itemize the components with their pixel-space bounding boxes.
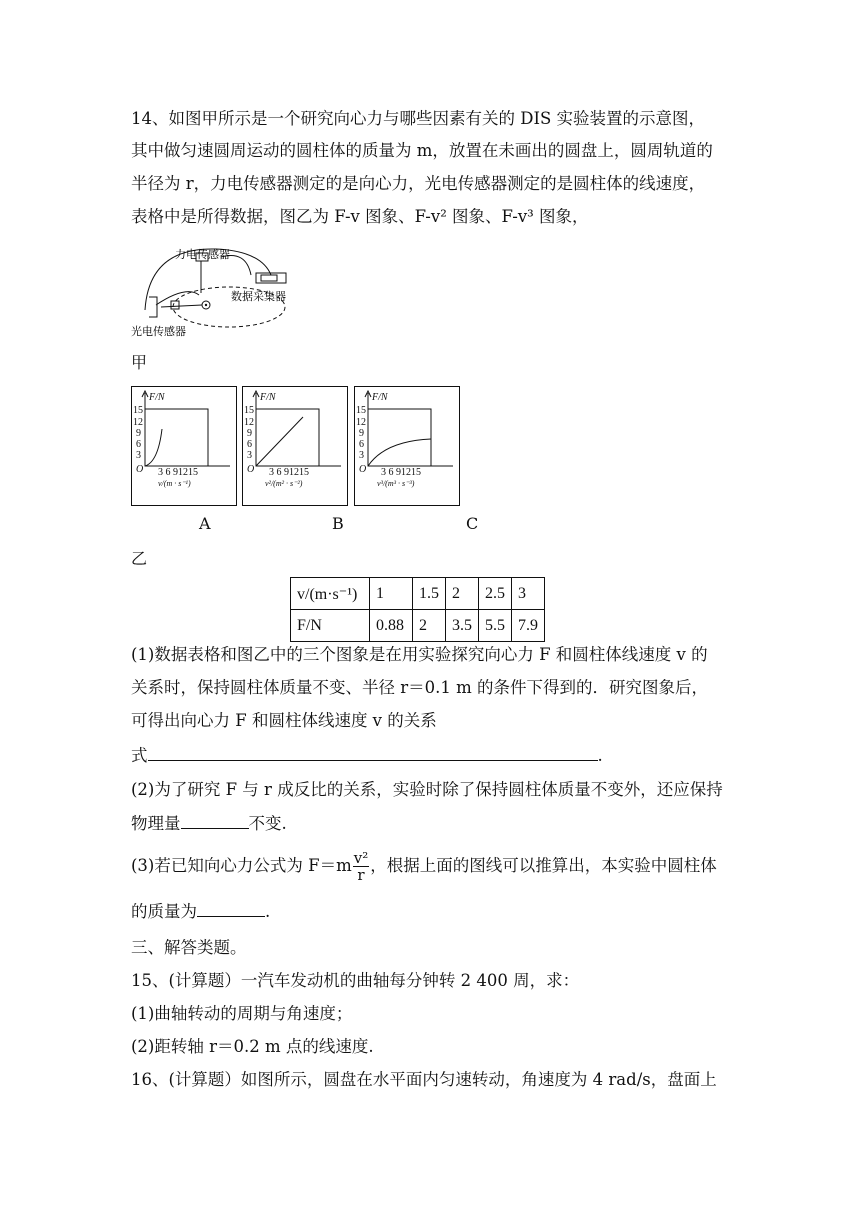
figure-yi-caption: 乙 xyxy=(131,549,148,568)
graph-a-origin: O xyxy=(136,464,144,475)
q15-line-3: (2)距转轴 r＝0.2 m 点的线速度. xyxy=(131,1037,374,1056)
table-cell: 7.9 xyxy=(512,610,545,642)
fraction-numerator: v² xyxy=(353,849,369,867)
part3-line2-suffix: . xyxy=(265,902,271,921)
part3-line2-prefix: 的质量为 xyxy=(131,902,197,921)
graph-a-ylabel: F/N xyxy=(149,392,165,403)
table-cell: F/N xyxy=(291,610,370,642)
answer-blank-1[interactable] xyxy=(148,744,598,761)
data-collector-label: 数据采集器 xyxy=(231,290,286,303)
graph-b-ylabel: F/N xyxy=(260,392,276,403)
table-cell: v/(m·s⁻¹) xyxy=(291,578,370,610)
part3-line-1 xyxy=(131,848,717,884)
table-cell: 3 xyxy=(512,578,545,610)
graph-c-ylabel: F/N xyxy=(372,392,388,403)
centripetal-formula-fraction xyxy=(353,850,370,883)
graph-b-ytick: 9 xyxy=(247,428,252,439)
graph-b-xticks: 3 6 91215 xyxy=(269,467,309,478)
part1-answer-suffix: . xyxy=(597,746,603,765)
part1-line-2: 关系时，保持圆柱体质量不变、半径 r＝0.1 m 的条件下得到的．研究图象后， xyxy=(131,678,709,697)
graph-c-ytick: 9 xyxy=(359,428,364,439)
table-cell: 2.5 xyxy=(479,578,512,610)
graph-a-ytick: 12 xyxy=(133,417,143,428)
part1-line-1: (1)数据表格和图乙中的三个图象是在用实验探究向心力 F 和圆柱体线速度 v 的 xyxy=(131,645,708,664)
graph-b-xlabel: v²/(m² · s⁻²) xyxy=(265,479,303,488)
graph-c-ytick: 6 xyxy=(359,439,364,450)
q14-line-4: 表格中是所得数据，图乙为 F-v 图象、F-v² 图象、F-v³ 图象， xyxy=(131,207,589,226)
graph-c-xticks: 3 6 91215 xyxy=(381,467,421,478)
part2-line-1: (2)为了研究 F 与 r 成反比的关系，实验时除了保持圆柱体质量不变外，还应保持 xyxy=(131,780,723,799)
part2-prefix: 物理量 xyxy=(131,814,181,833)
table-cell: 1.5 xyxy=(413,578,446,610)
graph-c-origin: O xyxy=(359,464,367,475)
graph-c-letter: C xyxy=(466,514,479,533)
part2-suffix: 不变. xyxy=(248,814,287,833)
q14-line-1: 14、如图甲所示是一个研究向心力与哪些因素有关的 DIS 实验装置的示意图， xyxy=(131,109,706,128)
graph-a-xticks: 3 6 91215 xyxy=(158,467,198,478)
graph-c-ytick: 3 xyxy=(359,450,364,461)
graph-a-ytick: 3 xyxy=(136,450,141,461)
graph-c-xlabel: v³/(m³ · s⁻³) xyxy=(377,479,415,488)
graph-b xyxy=(242,386,348,506)
graph-b-ytick: 3 xyxy=(247,450,252,461)
table-row xyxy=(291,610,545,642)
part3-line-2 xyxy=(131,900,270,923)
graph-b-ytick: 15 xyxy=(244,405,254,416)
table-cell: 2 xyxy=(446,578,479,610)
graph-b-ytick: 12 xyxy=(244,417,254,428)
graph-c-ytick: 12 xyxy=(356,417,366,428)
q15-line-1: 15、(计算题）一汽车发动机的曲轴每分钟转 2 400 周，求： xyxy=(131,971,580,990)
graph-b-origin: O xyxy=(247,464,255,475)
graph-a-ytick: 15 xyxy=(133,405,143,416)
graph-a-letter: A xyxy=(199,514,211,533)
graph-c-ytick: 15 xyxy=(356,405,366,416)
q15-line-2: (1)曲轴转动的周期与角速度； xyxy=(131,1004,353,1023)
section-heading: 三、解答类题。 xyxy=(131,938,247,957)
photo-sensor-label: 光电传感器 xyxy=(131,325,186,338)
part3-prefix: (3)若已知向心力公式为 F＝m xyxy=(131,856,352,875)
fraction-denominator: r xyxy=(357,866,365,884)
q14-line-2: 其中做匀速圆周运动的圆柱体的质量为 m，放置在未画出的圆盘上，圆周轨道的 xyxy=(131,141,713,160)
table-row xyxy=(291,578,545,610)
graph-b-texts xyxy=(244,392,309,488)
q14-line-3: 半径为 r，力电传感器测定的是向心力，光电传感器测定的是圆柱体的线速度， xyxy=(131,174,706,193)
table-cell: 3.5 xyxy=(446,610,479,642)
graph-b-letter: B xyxy=(332,514,344,533)
part1-answer-line xyxy=(131,744,603,767)
graph-c xyxy=(354,386,460,506)
apparatus-figure xyxy=(131,245,311,349)
answer-blank-2[interactable] xyxy=(181,812,249,829)
part1-answer-prefix: 式 xyxy=(131,746,148,765)
graph-a-ytick: 6 xyxy=(136,439,141,450)
graph-a-ytick: 9 xyxy=(136,428,141,439)
graph-a-xlabel: v/(m · s⁻¹) xyxy=(158,479,191,488)
part1-line-3: 可得出向心力 F 和圆柱体线速度 v 的关系 xyxy=(131,711,437,730)
table-cell: 2 xyxy=(413,610,446,642)
data-table xyxy=(290,577,545,642)
part2-line-2 xyxy=(131,812,287,835)
table-cell: 5.5 xyxy=(479,610,512,642)
table-cell: 0.88 xyxy=(370,610,413,642)
q16-line-1: 16、(计算题）如图所示，圆盘在水平面内匀速转动，角速度为 4 rad/s，盘面上 xyxy=(131,1070,717,1089)
figure-jia-caption: 甲 xyxy=(131,353,148,372)
graph-c-texts xyxy=(356,392,421,488)
table-cell: 1 xyxy=(370,578,413,610)
graph-b-ytick: 6 xyxy=(247,439,252,450)
graph-a-texts xyxy=(133,392,198,488)
part3-suffix: ，根据上面的图线可以推算出，本实验中圆柱体 xyxy=(370,856,717,875)
force-sensor-label: 力电传感器 xyxy=(175,248,230,261)
graph-a xyxy=(131,386,237,506)
answer-blank-3[interactable] xyxy=(197,900,265,917)
